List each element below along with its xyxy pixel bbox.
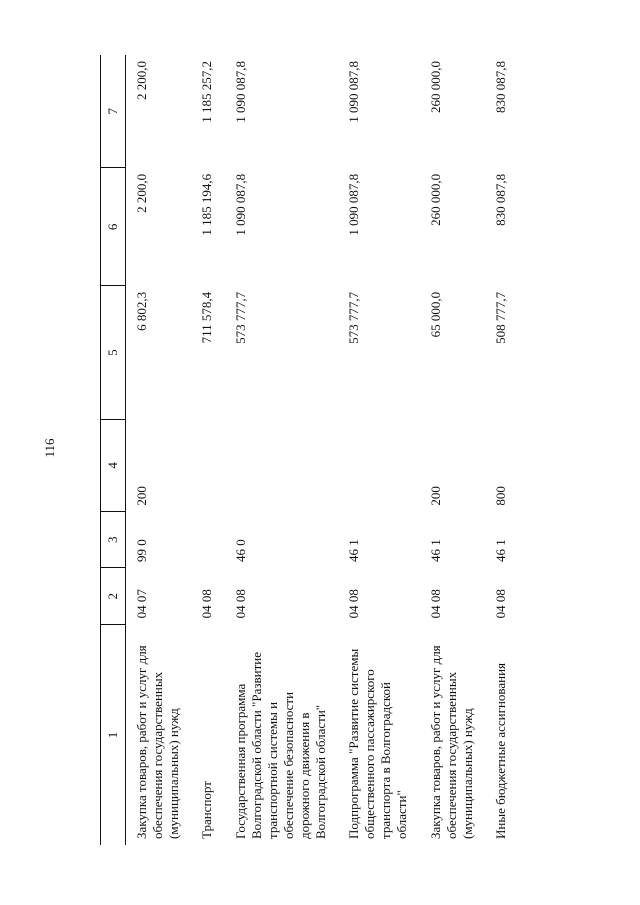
section-code-cell: 04 08 [493, 589, 509, 619]
expense-type-cell: 200 [133, 486, 149, 506]
column-header-3: 3 [101, 512, 126, 568]
column-header-5: 5 [101, 286, 126, 419]
header-row [101, 55, 126, 845]
column-header-1: 1 [101, 624, 126, 845]
row-name-cell: Иные бюджетные ассигнования [493, 662, 509, 839]
expense-type-cell: 200 [427, 486, 443, 506]
amount-col7-cell: 1 185 257,2 [199, 61, 215, 123]
target-article-cell: 99 0 [133, 539, 149, 562]
amount-col5-cell: 65 000,0 [427, 291, 443, 338]
target-article-cell: 46 1 [427, 539, 443, 562]
expense-type-cell [191, 419, 225, 511]
table-row [225, 55, 338, 845]
expense-type-cell [225, 419, 338, 511]
amount-col5-cell: 508 777,7 [493, 291, 509, 344]
budget-table [100, 55, 519, 845]
amount-col5-cell: 573 777,7 [346, 291, 362, 344]
table-body [125, 55, 519, 845]
table-row [191, 55, 225, 845]
column-header-4: 4 [101, 419, 126, 511]
amount-col6-cell: 1 090 087,8 [233, 173, 249, 236]
expense-type-cell [338, 419, 419, 511]
amount-col6-cell: 1 090 087,8 [346, 173, 362, 236]
table-row [125, 55, 191, 845]
row-name-cell: Транспорт [199, 781, 215, 839]
amount-col6-cell: 2 200,0 [133, 173, 149, 213]
amount-col7-cell: 260 000,0 [427, 61, 443, 113]
page-number: 116 [42, 438, 57, 458]
target-article-cell: 46 1 [493, 539, 509, 562]
expense-type-cell: 800 [493, 486, 509, 506]
amount-col6-cell: 830 087,8 [493, 173, 509, 226]
row-name-cell: Подпрограмма "Развитие системы общественного пассажирского транспорта в Волгоградской области" [346, 648, 410, 839]
row-name-cell: Закупка товаров, работ и услуг для обеспечения государственных (муниципальных) нужд [427, 645, 475, 839]
target-article-cell: 46 1 [346, 539, 362, 562]
section-code-cell: 04 08 [199, 589, 215, 619]
target-article-cell [191, 512, 225, 568]
amount-col6-cell: 1 185 194,6 [199, 173, 215, 236]
column-header-6: 6 [101, 168, 126, 286]
amount-col7-cell: 830 087,8 [493, 61, 509, 113]
target-article-cell: 46 0 [233, 539, 249, 562]
amount-col5-cell: 6 802,3 [133, 291, 149, 331]
table-header [101, 55, 126, 845]
table-row [420, 55, 486, 845]
amount-col5-cell: 711 578,4 [199, 291, 215, 344]
section-code-cell: 04 08 [346, 589, 362, 619]
table-row [338, 55, 419, 845]
section-code-cell: 04 07 [133, 589, 149, 619]
column-header-7: 7 [101, 55, 126, 168]
amount-col7-cell: 1 090 087,8 [233, 61, 249, 123]
amount-col5-cell: 573 777,7 [233, 291, 249, 344]
section-code-cell: 04 08 [427, 589, 443, 619]
column-header-2: 2 [101, 568, 126, 624]
rotated-table-container [100, 55, 570, 845]
section-code-cell: 04 08 [233, 589, 249, 619]
amount-col7-cell: 2 200,0 [133, 61, 149, 100]
row-name-cell: Государственная программа Волгоградской области "Развитие транспортной системы и обеспечение безопасности дорожного движения в Волгоградской области" [233, 652, 328, 839]
amount-col6-cell: 260 000,0 [427, 173, 443, 226]
row-name-cell: Закупка товаров, работ и услуг для обеспечения государственных (муниципальных) нужд [133, 645, 181, 839]
table-row [485, 55, 519, 845]
amount-col7-cell: 1 090 087,8 [346, 61, 362, 123]
